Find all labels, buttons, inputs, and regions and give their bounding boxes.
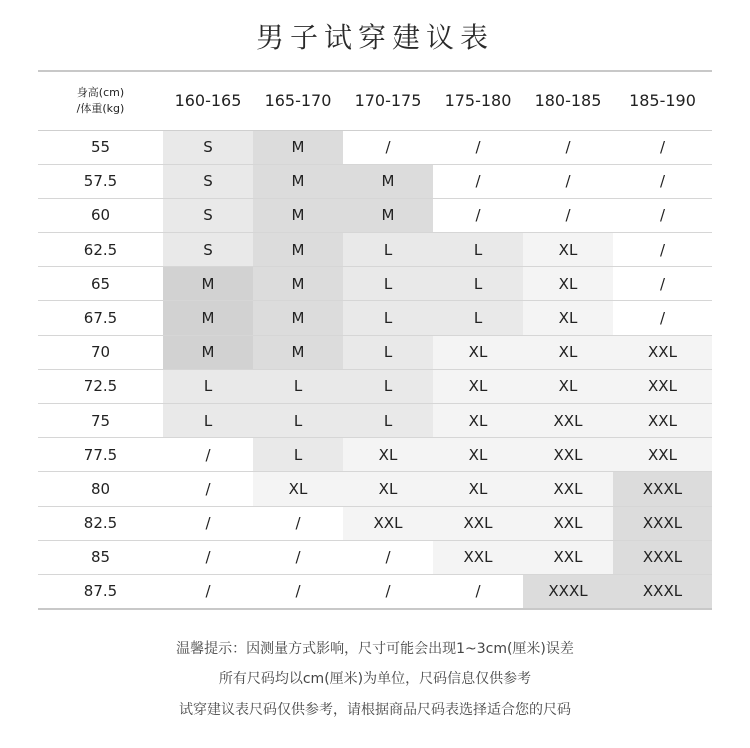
size-cell: S [163, 130, 253, 164]
size-cell: / [433, 164, 523, 198]
size-cell: / [163, 472, 253, 506]
size-cell: XL [433, 369, 523, 403]
height-column-header: 165-170 [264, 91, 332, 111]
size-cell: / [163, 438, 253, 472]
size-cell: XL [523, 369, 613, 403]
weight-cell: 55 [90, 138, 111, 157]
size-cell: / [343, 540, 433, 574]
size-cell: XL [523, 301, 613, 335]
size-cell: L [253, 438, 343, 472]
corner-height-label: 身高(cm) [76, 85, 125, 99]
weight-cell: 65 [90, 274, 111, 293]
size-cell: L [343, 335, 433, 369]
size-cell: M [253, 198, 343, 232]
size-cell: / [433, 574, 523, 608]
size-cell: XXL [523, 506, 613, 540]
size-recommendation-table [38, 70, 712, 610]
table-row [38, 301, 712, 335]
size-cell: XL [253, 472, 343, 506]
size-cell: S [163, 233, 253, 267]
size-cell: M [253, 164, 343, 198]
weight-cell: 80 [90, 479, 111, 498]
weight-cell: 62.5 [83, 240, 118, 259]
size-cell: S [163, 164, 253, 198]
size-cell: XXL [613, 404, 712, 438]
size-cell: / [163, 506, 253, 540]
size-cell: XL [433, 335, 523, 369]
size-cell: XXL [613, 369, 712, 403]
size-cell: S [163, 198, 253, 232]
size-cell: / [613, 130, 712, 164]
size-cell: XL [343, 472, 433, 506]
size-cell: XXL [343, 506, 433, 540]
size-cell: XXXL [613, 574, 712, 608]
weight-cell: 82.5 [83, 514, 118, 533]
size-cell: L [163, 404, 253, 438]
note-measurement-error: 温馨提示：因测量方式影响，尺寸可能会出现1~3cm(厘米)误差 [176, 641, 574, 657]
size-cell: XXXL [613, 540, 712, 574]
size-cell: M [163, 301, 253, 335]
size-cell: / [433, 130, 523, 164]
table-row [38, 369, 712, 403]
size-cell: XL [523, 233, 613, 267]
weight-cell: 67.5 [83, 309, 118, 328]
table-row [38, 335, 712, 369]
size-cell: L [433, 301, 523, 335]
size-cell: / [523, 164, 613, 198]
table-body [38, 130, 712, 609]
size-cell: XL [433, 472, 523, 506]
size-cell: / [613, 301, 712, 335]
table-row [38, 130, 712, 164]
table-row [38, 404, 712, 438]
weight-cell: 87.5 [83, 582, 118, 601]
size-cell: L [253, 404, 343, 438]
size-cell: L [343, 267, 433, 301]
size-cell: / [253, 540, 343, 574]
weight-cell: 72.5 [83, 377, 118, 396]
table-row [38, 164, 712, 198]
size-cell: M [163, 267, 253, 301]
size-cell: / [523, 198, 613, 232]
size-cell: XXXL [523, 574, 613, 608]
size-cell: XXL [433, 506, 523, 540]
size-cell: M [253, 267, 343, 301]
size-cell: L [343, 369, 433, 403]
size-cell: M [253, 130, 343, 164]
size-cell: / [613, 267, 712, 301]
size-cell: XL [433, 404, 523, 438]
size-cell: / [433, 198, 523, 232]
weight-cell: 85 [90, 548, 111, 567]
table-row [38, 472, 712, 506]
size-cell: XXL [613, 438, 712, 472]
height-column-header: 170-175 [354, 91, 422, 111]
size-cell: L [433, 233, 523, 267]
size-cell: / [613, 233, 712, 267]
size-cell: XL [523, 335, 613, 369]
note-reference: 试穿建议表尺码仅供参考，请根据商品尺码表选择适合您的尺码 [179, 702, 571, 718]
size-cell: / [253, 506, 343, 540]
size-cell: XXXL [613, 506, 712, 540]
size-cell: L [433, 267, 523, 301]
height-column-header: 175-180 [444, 91, 512, 111]
table-row [38, 267, 712, 301]
corner-weight-label: /体重(kg) [76, 101, 125, 115]
page-title: 男子试穿建议表 [255, 21, 494, 54]
size-cell: M [163, 335, 253, 369]
table-row [38, 233, 712, 267]
table-header-row [38, 71, 712, 130]
table-row [38, 438, 712, 472]
size-cell: XXL [613, 335, 712, 369]
size-cell: M [343, 198, 433, 232]
table-row [38, 506, 712, 540]
table-row [38, 540, 712, 574]
height-column-header: 185-190 [629, 91, 696, 111]
size-cell: / [613, 164, 712, 198]
size-cell: XXL [433, 540, 523, 574]
height-column-header: 180-185 [534, 91, 602, 111]
size-cell: M [343, 164, 433, 198]
note-units: 所有尺码均以cm(厘米)为单位，尺码信息仅供参考 [218, 671, 532, 687]
size-cell: XL [523, 267, 613, 301]
size-cell: XXL [523, 540, 613, 574]
size-cell: M [253, 335, 343, 369]
size-cell: L [343, 233, 433, 267]
size-cell: / [253, 574, 343, 608]
size-cell: L [343, 301, 433, 335]
weight-cell: 75 [90, 411, 111, 430]
size-cell: / [343, 130, 433, 164]
size-cell: / [613, 198, 712, 232]
size-cell: XXL [523, 472, 613, 506]
table-row [38, 574, 712, 608]
size-cell: L [163, 369, 253, 403]
size-cell: / [163, 540, 253, 574]
size-cell: M [253, 233, 343, 267]
height-column-header: 160-165 [174, 91, 242, 111]
size-cell: XL [343, 438, 433, 472]
weight-cell: 60 [90, 206, 111, 225]
corner-header [38, 71, 163, 130]
size-cell: L [253, 369, 343, 403]
weight-cell: 70 [90, 343, 111, 362]
size-cell: / [343, 574, 433, 608]
size-cell: M [253, 301, 343, 335]
table-row [38, 198, 712, 232]
size-cell: / [523, 130, 613, 164]
size-cell: XXXL [613, 472, 712, 506]
weight-cell: 77.5 [83, 445, 118, 464]
weight-cell: 57.5 [83, 172, 118, 191]
size-cell: XXL [523, 438, 613, 472]
size-cell: XXL [523, 404, 613, 438]
size-cell: / [163, 574, 253, 608]
size-cell: XL [433, 438, 523, 472]
size-cell: L [343, 404, 433, 438]
